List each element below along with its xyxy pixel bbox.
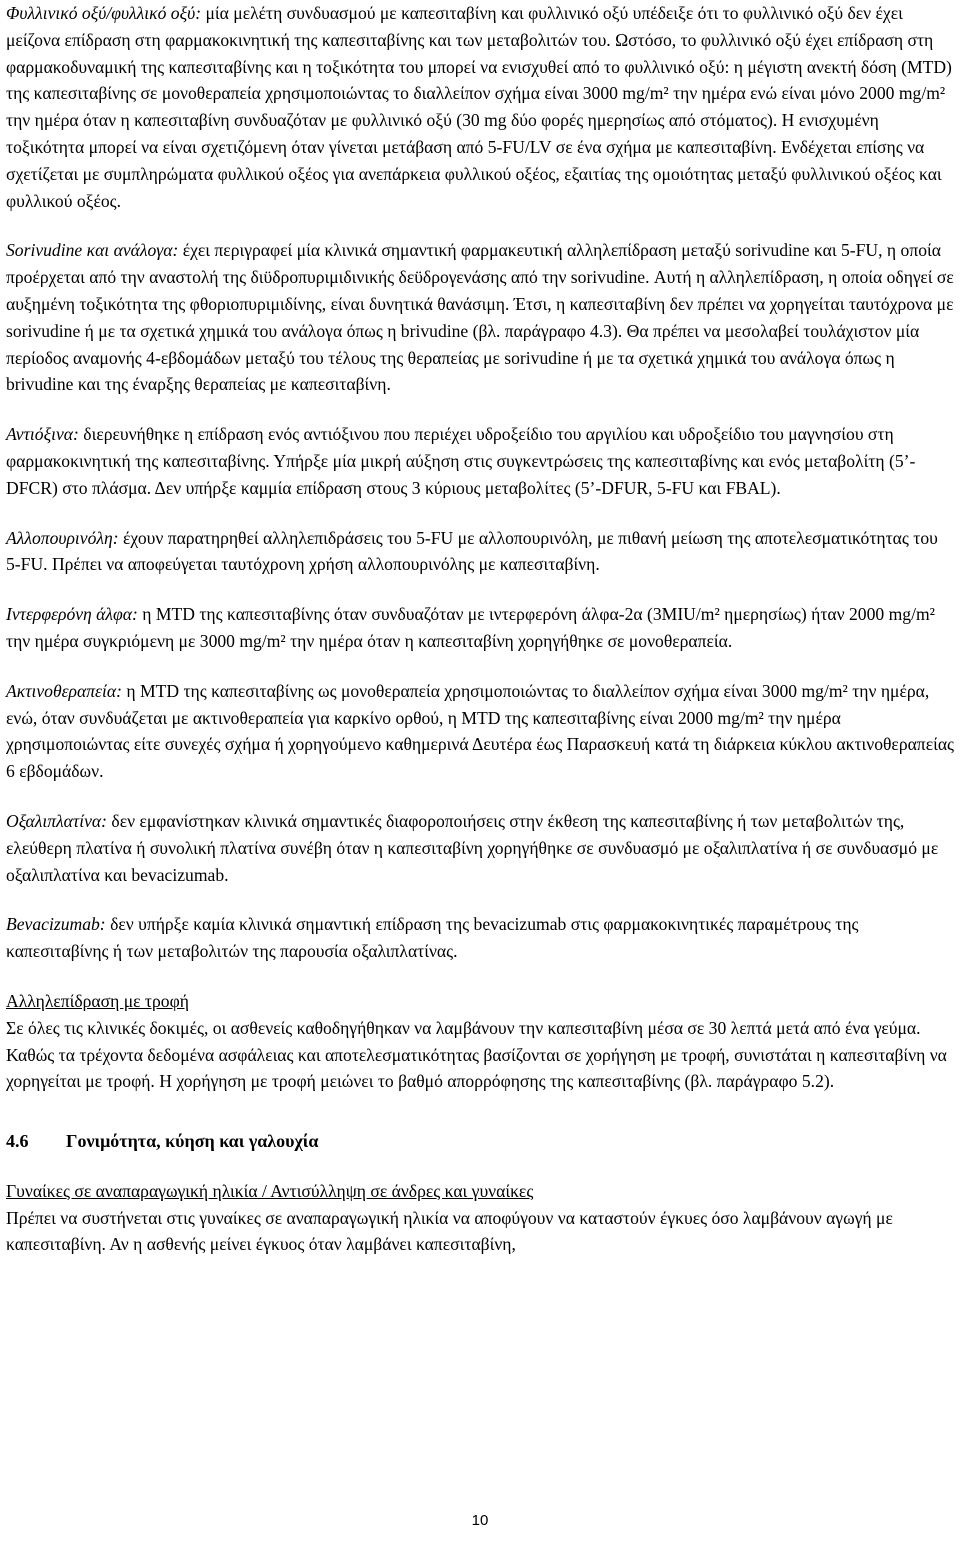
page-number: 10 <box>471 1512 489 1529</box>
paragraph-lead: Φυλλινικό οξύ/φυλλικό οξύ: <box>6 3 202 23</box>
paragraph-body: έχουν παρατηρηθεί αλληλεπιδράσεις του 5-FU με αλλοπουρινόλη, με πιθανή μείωση της αποτελεσματικότητας του 5-FU. Πρέπει να αποφεύγεται ταυτόχρονη χρήση αλλοπουρινόλης με καπεσιταβίνη. <box>6 527 938 575</box>
women-body: Πρέπει να συστήνεται στις γυναίκες σε αναπαραγωγική ηλικία να αποφύγουν να καταστούν έγκυες όσο λαμβάνουν αγωγή με καπεσιταβίνη. Αν η ασθενής μείνει έγκυος όταν λαμβάνει καπεσιταβίνη, <box>6 1207 893 1255</box>
paragraph-lead: Οξαλιπλατίνα: <box>6 810 108 831</box>
paragraph-radiotherapy <box>6 678 954 785</box>
section-heading <box>6 1128 954 1155</box>
paragraph-body: δεν υπήρξε καμία κλινικά σημαντική επίδραση της bevacizumab στις φαρμακοκινητικές παραμέτρους της καπεσιταβίνης ή των μεταβολιτών της παρουσία οξαλιπλατίνας. <box>6 914 859 962</box>
paragraph-sorivudine <box>6 237 954 398</box>
section-number: 4.6 <box>6 1131 29 1152</box>
women-heading: Γυναίκες σε αναπαραγωγική ηλικία / Αντισύλληψη σε άνδρες και γυναίκες <box>6 1180 534 1201</box>
section-title: Γονιμότητα, κύηση και γαλουχία <box>66 1131 319 1152</box>
paragraph-body: μία μελέτη συνδυασμού με καπεσιταβίνη και φυλλινικό οξύ υπέδειξε ότι το φυλλινικό οξύ δεν έχει μείζονα επίδραση στη φαρμακοκινητική της καπεσιταβίνης και των μεταβολιτών του. Ωστόσο, το φυλλινικό οξύ έχει επίδραση στη φαρμακοδυναμική της καπεσιταβίνης και η τοξικότητα του μπορεί να ενισχυθεί από το φυλλινικό οξύ: η μέγιστη ανεκτή δόση (MTD) της καπεσιταβίνης σε μονοθεραπεία χρησιμοποιώντας το διαλλείπον σχήμα είναι 3000 mg/m² την ημέρα ενώ είναι μόνο 2000 mg/m² την ημέρα όταν η καπεσιταβίνη συνδυαζόταν με φυλλινικό οξύ (30 mg δύο φορές ημερησίως από στόματος). Η ενισχυμένη τοξικότητα μπορεί να είναι σχετιζόμενη όταν γίνεται μετάβαση από 5-FU/LV σε ένα σχήμα με καπεσιταβίνη. Ενδέχεται επίσης να σχετίζεται με συμπληρώματα φυλλικού οξέος για ανεπάρκεια φυλλικού οξέος, εξαιτίας της ομοιότητας μεταξύ φυλλινικού οξέος και φυλλικού οξέος. <box>6 3 952 211</box>
paragraph-body: η MTD της καπεσιταβίνης ως μονοθεραπεία χρησιμοποιώντας το διαλλείπον σχήμα είναι 3000 mg/m² την ημέρα, ενώ, όταν συνδυάζεται με ακτινοθεραπεία για καρκίνο ορθού, η MTD της καπεσιταβίνης είναι 2000 mg/m² την ημέρα χρησιμοποιώντας είτε συνεχές σχήμα ή χορηγούμενο καθημερινά Δευτέρα έως Παρασκευή κατά τη διάρκεια κύκλου ακτινοθεραπείας 6 εβδομάδων. <box>6 680 955 782</box>
paragraph-antacids <box>6 421 954 501</box>
paragraph-lead: Αλλοπουρινόλη: <box>6 527 119 548</box>
paragraph-body: δεν εμφανίστηκαν κλινικά σημαντικές διαφοροποιήσεις στην έκθεση της καπεσιταβίνης ή των μεταβολιτών της, ελεύθερη πλατίνα ή συνολική πλατίνα συνέβη όταν η καπεσιταβίνη χορηγήθηκε σε συνδυασμό με οξαλιπλατίνα ή σε συνδυασμό με οξαλιπλατίνα και bevacizumab. <box>6 810 939 885</box>
food-interaction-body: Σε όλες τις κλινικές δοκιμές, οι ασθενείς καθοδηγήθηκαν να λαμβάνουν την καπεσιταβίνη μέσα σε 30 λεπτά μετά από ένα γεύμα. Καθώς τα τρέχοντα δεδομένα ασφάλειας και αποτελεσματικότητας βασίζονται σε χορήγηση με τροφή, συνιστάται η καπεσιταβίνη να χορηγείται με τροφή. Η χορήγηση με τροφή μειώνει το βαθμό απορρόφησης της καπεσιταβίνης (βλ. παράγραφο 5.2). <box>6 1017 947 1092</box>
paragraph-body: η MTD της καπεσιταβίνης όταν συνδυαζόταν με ιντερφερόνη άλφα-2α (3MIU/m² ημερησίως) ήταν 2000 mg/m² την ημέρα συγκριόμενη με 3000 mg/m² την ημέρα όταν η καπεσιταβίνη χορηγήθηκε σε μονοθεραπεία. <box>6 604 935 651</box>
food-interaction-heading: Αλληλεπίδραση με τροφή <box>6 990 189 1011</box>
paragraph-allopurinol <box>6 525 954 579</box>
paragraph-lead: Ακτινοθεραπεία: <box>6 680 122 701</box>
paragraph-lead: Sorivudine και ανάλογα: <box>6 240 179 261</box>
paragraph-interferon <box>6 601 954 655</box>
paragraph-body: έχει περιγραφεί μία κλινικά σημαντική φαρμακευτική αλληλεπίδραση μεταξύ sorivudine και 5-FU, η οποία προέρχεται από την αναστολή της διϋδροπυριμιδινικής δεϋδρογενάσης από την sorivudine. Αυτή η αλληλεπίδραση, η οποία οδηγεί σε αυξημένη τοξικότητα της φθοριοπυριμιδίνης, είναι δυνητικά θανάσιμη. Έτσι, η καπεσιταβίνη δεν πρέπει να χορηγείται ταυτόχρονα με sorivudine ή με τα σχετικά χημικά του ανάλογα όπως η brivudine (βλ. παράγραφο 4.3). Θα πρέπει να μεσολαβεί τουλάχιστον μία περίοδος αναμονής 4-εβδομάδων μεταξύ του τέλους της θεραπείας με sorivudine ή με τα σχετικά χημικά του ανάλογα όπως η brivudine και της έναρξης θεραπείας με καπεσιταβίνη. <box>6 240 954 395</box>
paragraph-oxaliplatin <box>6 808 954 888</box>
paragraph-lead: Bevacizumab: <box>6 914 106 935</box>
document-page <box>6 0 954 1258</box>
paragraph-body: διερευνήθηκε η επίδραση ενός αντιόξινου που περιέχει υδροξείδιο του αργιλίου και υδροξείδιο του μαγνησίου στη φαρμακοκινητική της καπεσιταβίνης. Υπήρξε μία μικρή αύξηση στις συγκεντρώσεις της καπεσιταβίνης και ενός μεταβολίτη (5’-DFCR) στο πλάσμα. Δεν υπήρξε καμμία επίδραση στους 3 κύριους μεταβολίτες (5’-DFUR, 5-FU και FBAL). <box>6 424 916 498</box>
paragraph-lead: Αντιόξινα: <box>6 424 79 445</box>
paragraph-folinic-acid <box>6 0 954 214</box>
paragraph-bevacizumab <box>6 911 954 965</box>
paragraph-lead: Ιντερφερόνη άλφα: <box>6 604 138 625</box>
